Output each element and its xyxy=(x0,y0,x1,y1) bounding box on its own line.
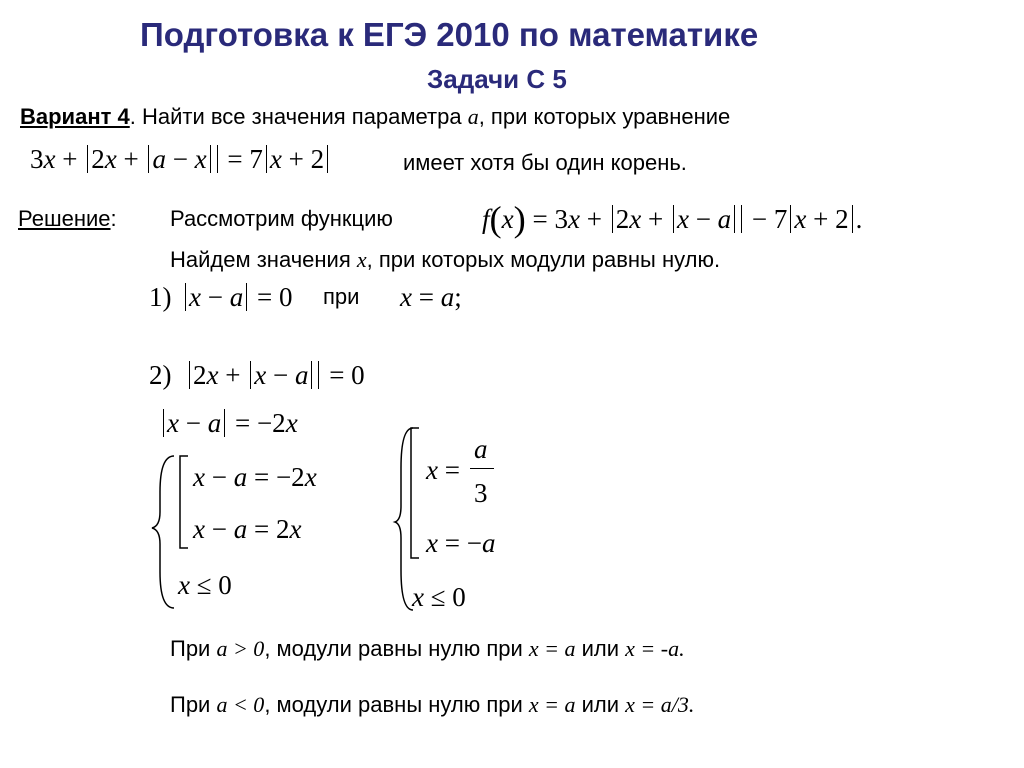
conclusion2-pre: При xyxy=(170,692,217,717)
right-system-frac-den: 3 xyxy=(474,478,488,508)
case1-equation: x − a = 0 xyxy=(182,282,292,313)
conclusion2-or: или xyxy=(575,692,626,717)
right-system-frac-num: a xyxy=(474,434,488,464)
conclusion1-pre: При xyxy=(170,636,217,661)
problem-equation: 3x + 2x + a − x = 7 x + 2 xyxy=(30,144,331,175)
problem-statement xyxy=(20,104,730,130)
conclusion1-v2: x = -a. xyxy=(625,636,685,661)
left-system-ineq: x ≤ 0 xyxy=(178,570,232,600)
find-text-1: Найдем значения xyxy=(170,247,357,272)
solution-label: Решение xyxy=(18,206,111,231)
function-end: . xyxy=(855,204,863,235)
find-text-2: , при которых модули равны нулю. xyxy=(366,247,721,272)
right-system-ineq: x ≤ 0 xyxy=(412,582,466,612)
right-system-eq2: x = −a xyxy=(426,528,496,558)
conclusion2-v2: x = a/3. xyxy=(625,692,695,717)
consider-text: Рассмотрим функцию xyxy=(170,206,393,231)
variant-label: Вариант 4 xyxy=(20,104,130,129)
function-definition: f(x) = 3x + 2x + x − a − 7 x + 2 . xyxy=(482,199,863,239)
conclusion2-mid: , модули равны нулю при xyxy=(264,692,529,717)
problem-text-1: . Найти все значения параметра xyxy=(129,104,468,129)
problem-param: a xyxy=(467,104,479,129)
conclusion-positive-a xyxy=(170,636,685,662)
solution-label-line xyxy=(18,206,117,232)
case1-result: x = a; xyxy=(400,282,462,312)
problem-text-2: , при которых уравнение xyxy=(478,104,731,129)
case1-number: 1) xyxy=(149,282,172,312)
left-system-eq2: x − a = 2x xyxy=(193,514,302,544)
case2-equation: 2x + x − a = 0 xyxy=(186,360,365,391)
page-title: Подготовка к ЕГЭ 2010 по математике xyxy=(140,16,759,53)
find-var: x xyxy=(356,247,367,272)
problem-equation-suffix: имеет хотя бы один корень. xyxy=(403,150,687,175)
page-subtitle: Задачи С 5 xyxy=(427,64,567,94)
conclusion-negative-a xyxy=(170,692,694,718)
find-zeros-text xyxy=(170,247,720,273)
conclusion2-cond: a < 0 xyxy=(216,692,265,717)
solution-colon: : xyxy=(110,206,117,231)
conclusion1-v1: x = a xyxy=(528,636,576,661)
conclusion1-or: или xyxy=(575,636,626,661)
fraction-line xyxy=(470,468,494,469)
right-system-frac-lhs: x = xyxy=(426,455,460,485)
abs-equation-line: x − a = −2x xyxy=(160,408,298,439)
case2-number: 2) xyxy=(149,360,172,390)
case1-word: при xyxy=(323,284,360,309)
left-system-eq1: x − a = −2x xyxy=(193,462,317,492)
conclusion1-mid: , модули равны нулю при xyxy=(264,636,529,661)
conclusion2-v1: x = a xyxy=(528,692,576,717)
conclusion1-cond: a > 0 xyxy=(216,636,265,661)
